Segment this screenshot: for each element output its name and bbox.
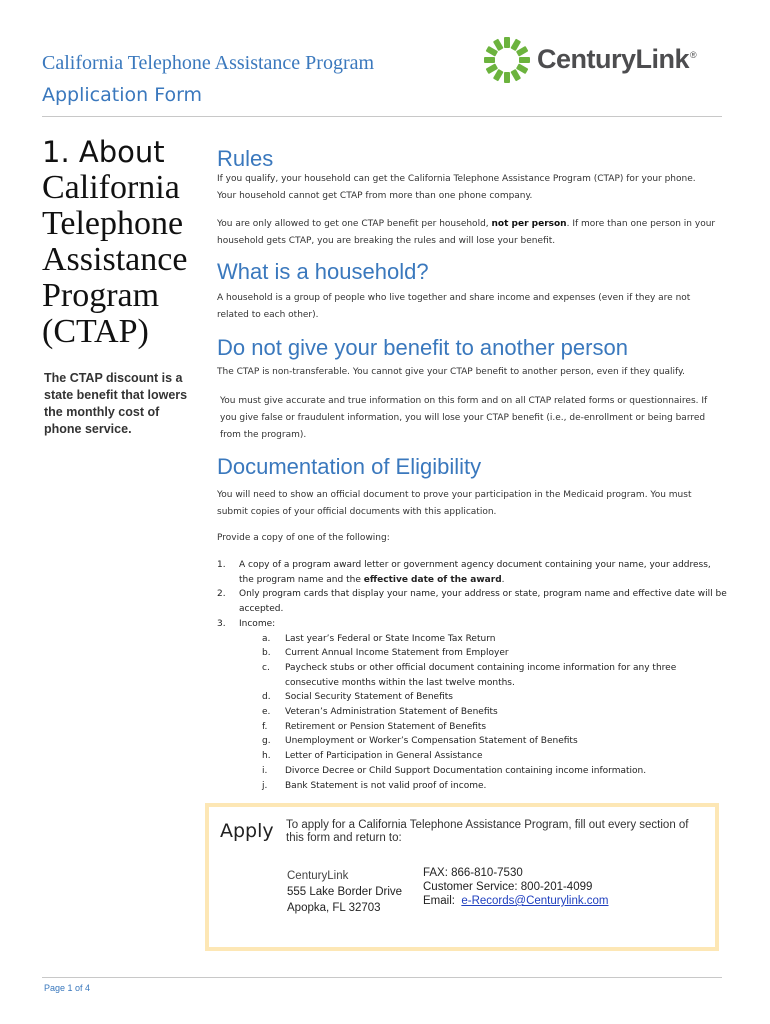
customer-service-number: Customer Service: 800-201-4099	[423, 881, 593, 893]
eligibility-document-list	[217, 558, 727, 793]
address-line: Apopka, FL 32703	[287, 902, 381, 914]
income-list-item: c. Paycheck stubs or other official document containing income information for any three consecutive months within the last twelve months.	[262, 662, 677, 688]
rules-heading: Rules	[217, 146, 274, 171]
list-item: 3. Income:	[217, 618, 276, 629]
apply-heading: Apply	[220, 820, 274, 842]
mailing-address	[287, 868, 402, 916]
apply-instructions: To apply for a California Telephone Assistance Program, fill out every section of this form and return to:	[286, 819, 689, 844]
contact-info	[423, 866, 609, 908]
section-title-line: Telephone	[42, 205, 184, 242]
footer-divider	[42, 977, 722, 978]
transfer-paragraph-2: You must give accurate and true information on this form and on all CTAP related forms or questionnaires. If you give false or fraudulent information, you will lose your CTAP benefit (i.e., de-enrollment or being barred from the program).	[220, 396, 708, 440]
rules-paragraph-1: If you qualify, your household can get the California Telephone Assistance Program (CTAP) for your phone. Your household cannot get CTAP from more than one phone company.	[217, 174, 696, 201]
page-number: Page 1 of 4	[44, 983, 91, 993]
list-item: 2. Only program cards that display your name, your address or state, program name and effective date will be accepted.	[217, 589, 727, 615]
logo-wordmark: CenturyLink®	[537, 44, 697, 74]
income-list-item: e. Veteran’s Administration Statement of Benefits	[262, 707, 498, 718]
program-title: California Telephone Assistance Program	[42, 52, 375, 74]
household-paragraph: A household is a group of people who live together and share income and expenses (even if they are not related to each other).	[217, 293, 691, 320]
section-title-line: Program	[42, 277, 160, 314]
income-list-item: h. Letter of Participation in General Assistance	[262, 751, 483, 762]
header-divider	[42, 116, 722, 117]
section-title-line: California	[42, 169, 180, 206]
centurylink-logo	[482, 34, 712, 86]
transfer-heading: Do not give your benefit to another person	[217, 335, 628, 360]
address-line: CenturyLink	[287, 870, 349, 882]
income-list-item: b. Current Annual Income Statement from Employer	[262, 648, 509, 659]
household-heading: What is a household?	[217, 259, 429, 284]
list-item: 1. A copy of a program award letter or government agency document containing your name, your address, the program name and the effective date of the award.	[217, 560, 711, 585]
income-list-item: i. Divorce Decree or Child Support Documentation containing income information.	[262, 765, 647, 776]
ctap-description: The CTAP discount is a state benefit that lowers the monthly cost of phone service.	[44, 371, 188, 436]
income-list-item: f. Retirement or Pension Statement of Benefits	[262, 721, 487, 732]
section-title-line: (CTAP)	[42, 313, 149, 350]
email-line: Email: e-Records@Centurylink.com	[423, 895, 609, 907]
centurylink-logo-mark	[482, 34, 532, 86]
income-list-item: j. Bank Statement is not valid proof of income.	[262, 780, 487, 791]
documentation-instruction: Provide a copy of one of the following:	[217, 533, 390, 543]
documentation-heading: Documentation of Eligibility	[217, 454, 482, 479]
section-title-line: 1. About	[42, 135, 165, 169]
transfer-paragraph-1: The CTAP is non-transferable. You cannot give your CTAP benefit to another person, even if they qualify.	[217, 367, 685, 377]
address-line: 555 Lake Border Drive	[287, 886, 403, 898]
income-list-item: g. Unemployment or Worker’s Compensation Statement of Benefits	[262, 736, 578, 747]
section-title-line: Assistance	[42, 241, 188, 278]
email-link[interactable]: e-Records@Centurylink.com	[461, 895, 609, 907]
income-list-item: a. Last year’s Federal or State Income Tax Return	[262, 633, 496, 644]
form-subtitle: Application Form	[42, 84, 203, 106]
section-title	[42, 134, 202, 350]
income-list-item: d. Social Security Statement of Benefits	[262, 692, 453, 703]
rules-paragraph-2: You are only allowed to get one CTAP benefit per household, not per person. If more than one person in your household gets CTAP, you are breaking the rules and will lose your benefit.	[217, 219, 716, 246]
documentation-paragraph: You will need to show an official document to prove your participation in the Medicaid program. You must submit copies of your official documents with this application.	[217, 490, 692, 517]
fax-number: FAX: 866-810-7530	[423, 867, 523, 879]
